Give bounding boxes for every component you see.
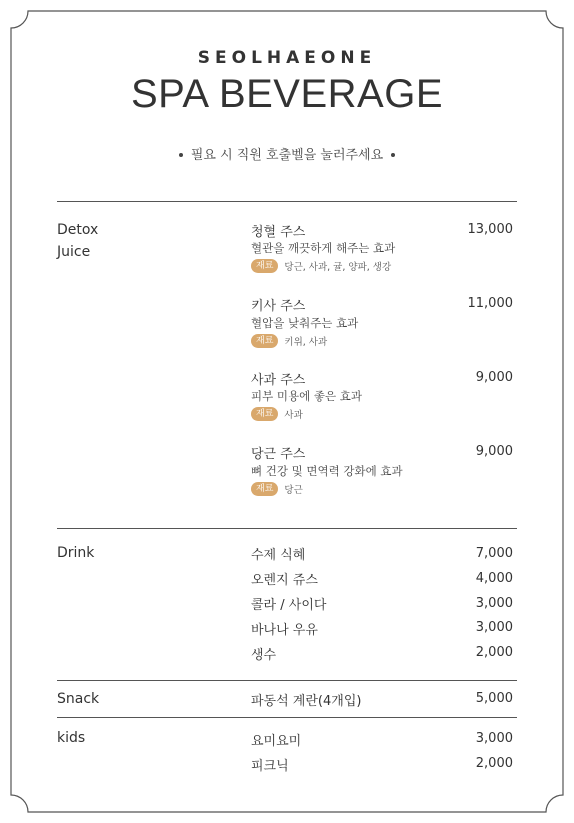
menu-item-price: 3,000	[475, 731, 513, 746]
menu-item-name: 파동석 계란(4개입)	[251, 694, 362, 709]
menu-item-name: 요미요미	[251, 734, 302, 749]
category-line2: Juice	[57, 244, 91, 260]
divider-snack	[57, 680, 517, 681]
menu-item-name: 오렌지 쥬스	[251, 573, 318, 588]
menu-item-ingredients	[251, 259, 391, 273]
menu-item-price: 4,000	[475, 571, 513, 586]
menu-item-desc: 피부 미용에 좋은 효과	[251, 389, 362, 403]
menu-item-desc: 뼈 건강 및 면역력 강화에 효과	[251, 464, 403, 478]
page-title: SPA BEVERAGE	[130, 72, 444, 116]
notice-label: 필요 시 직원 호출벨을 눌러주세요	[190, 148, 384, 163]
notice-text	[0, 144, 574, 163]
category-line1: Detox	[57, 222, 99, 238]
menu-item-name: 당근 주스	[251, 447, 306, 462]
ingredient-list: 키위, 사과	[284, 337, 328, 348]
category-drink: Drink	[57, 545, 95, 561]
menu-item-price: 9,000	[475, 370, 513, 385]
brand-name: SEOLHAEONE	[197, 48, 377, 68]
menu-item-name: 콜라 / 사이다	[251, 598, 327, 613]
menu-item-price: 2,000	[475, 756, 513, 771]
menu-item-desc: 혈압을 낮춰주는 효과	[251, 316, 359, 330]
menu-item-name: 키사 주스	[251, 299, 306, 314]
menu-item-price: 7,000	[475, 546, 513, 561]
ingredient-list: 사과	[284, 410, 303, 421]
category-kids: kids	[57, 730, 86, 746]
menu-item-name: 청혈 주스	[251, 225, 306, 240]
menu-item-price: 3,000	[475, 596, 513, 611]
bullet-dot-right	[391, 153, 395, 157]
menu-item-ingredients	[251, 482, 303, 496]
category-detox-juice	[57, 219, 98, 263]
menu-item-ingredients	[251, 407, 303, 421]
bullet-dot-left	[179, 153, 183, 157]
category-snack: Snack	[57, 691, 100, 707]
menu-item-name: 사과 주스	[251, 373, 306, 388]
menu-item-price: 11,000	[467, 296, 513, 311]
ingredient-badge: 재료	[251, 259, 278, 273]
menu-item-price: 3,000	[475, 620, 513, 635]
menu-item-price: 13,000	[467, 222, 513, 237]
ingredient-badge: 재료	[251, 482, 278, 496]
menu-item-price: 2,000	[475, 645, 513, 660]
ingredient-badge: 재료	[251, 334, 278, 348]
menu-item-price: 5,000	[475, 691, 513, 706]
menu-item-name: 피크닉	[251, 759, 289, 774]
menu-item-name: 바나나 우유	[251, 623, 318, 638]
divider-kids	[57, 717, 517, 718]
ingredient-list: 당근	[284, 485, 303, 496]
menu-item-name: 수제 식혜	[251, 548, 306, 563]
menu-item-price: 9,000	[475, 444, 513, 459]
ingredient-list: 당근, 사과, 귤, 양파, 생강	[284, 262, 392, 273]
divider-juice	[57, 201, 517, 202]
menu-item-ingredients	[251, 334, 327, 348]
divider-drink	[57, 528, 517, 529]
ingredient-badge: 재료	[251, 407, 278, 421]
menu-item-name: 생수	[251, 648, 277, 663]
menu-item-desc: 혈관을 깨끗하게 해주는 효과	[251, 241, 396, 255]
